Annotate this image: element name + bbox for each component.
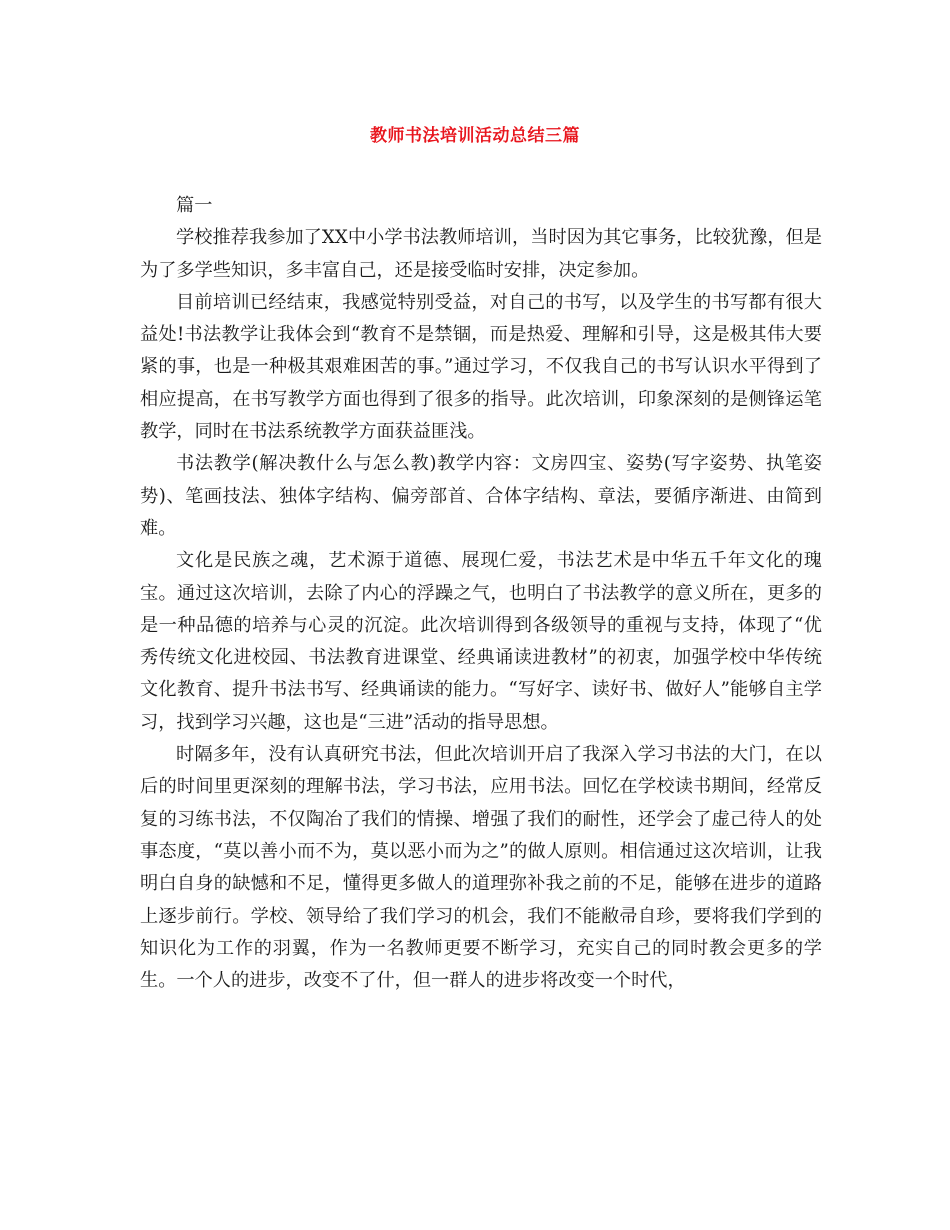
section-label: 篇一 (176, 195, 213, 216)
paragraph-4: 文化是民族之魂，艺术源于道德、展现仁爱，书法艺术是中华五千年文化的瑰宝。通过这次培训，去除了内心的浮躁之气，也明白了书法教学的意义所在，更多的是一种品德的培养与心灵的沉淀。此次培训得到各级领导的重视与支持，体现了“优秀传统文化进校园、书法教育进课堂、经典诵读进教材”的初衷，加强学校中华传统文化教育、提升书法书写、经典诵读的能力。“写好字、读好书、做好人”能够自主学习，找到学习兴趣，这也是“三进”活动的指导思想。 (140, 550, 822, 733)
paragraph-3: 书法教学(解决教什么与怎么教)教学内容：文房四宝、姿势(写字姿势、执笔姿势)、笔画技法、独体字结构、偏旁部首、合体字结构、章法，要循序渐进、由简到难。 (140, 453, 822, 539)
paragraph-5: 时隔多年，没有认真研究书法，但此次培训开启了我深入学习书法的大门，在以后的时间里更深刻的理解书法，学习书法，应用书法。回忆在学校读书期间，经常反复的习练书法，不仅陶冶了我们的情操、增强了我们的耐性，还学会了虚己待人的处事态度，“莫以善小而不为，莫以恶小而为之”的做人原则。相信通过这次培训，让我明白自身的缺憾和不足，懂得更多做人的道理弥补我之前的不足，能够在进步的道路上逐步前行。学校、领导给了我们学习的机会，我们不能敝帚自珍，要将我们学到的知识化为工作的羽翼，作为一名教师更要不断学习，充实自己的同时教会更多的学生。一个人的进步，改变不了什，但一群人的进步将改变一个时代， (140, 744, 822, 992)
document-title: 教师书法培训活动总结三篇 (370, 126, 580, 146)
paragraph-2: 目前培训已经结束，我感觉特别受益，对自己的书写，以及学生的书写都有很大益处!书法教学让我体会到“教育不是禁锢，而是热爱、理解和引导，这是极其伟大要紧的事，也是一种极其艰难困苦的事。”通过学习，不仅我自己的书写认识水平得到了相应提高，在书写教学方面也得到了很多的指导。此次培训，印象深刻的是侧锋运笔教学，同时在书法系统教学方面获益匪浅。 (140, 291, 822, 443)
document-body (140, 190, 822, 997)
paragraph-1: 学校推荐我参加了XX中小学书法教师培训，当时因为其它事务，比较犹豫，但是为了多学些知识，多丰富自己，还是接受临时安排，决定参加。 (140, 227, 822, 281)
